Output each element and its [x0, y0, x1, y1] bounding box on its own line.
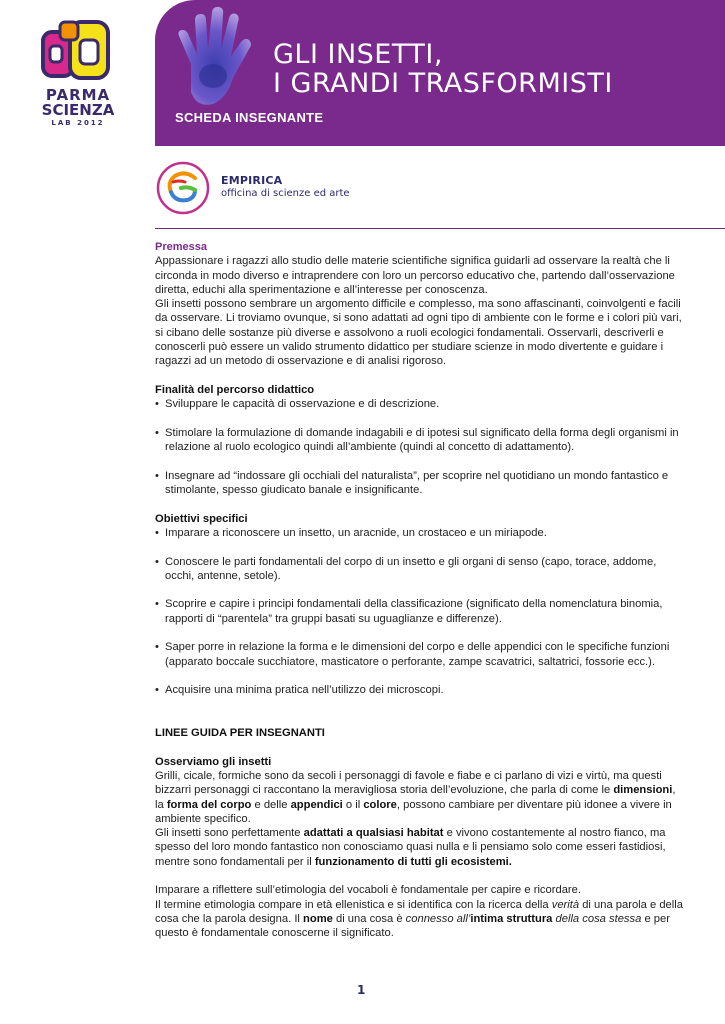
- painted-hand-icon: [169, 6, 259, 118]
- linee-guida-heading: LINEE GUIDA PER INSEGNANTI: [155, 727, 325, 740]
- page-subtitle: SCHEDA INSEGNANTE: [175, 110, 324, 125]
- bullet-icon: •: [155, 526, 159, 539]
- header-divider: [155, 228, 725, 229]
- bullet-icon: •: [155, 555, 159, 568]
- bullet-icon: •: [155, 398, 159, 411]
- obiettivi-item-text: Saper porre in relazione la forma e le dimensioni del corpo e delle appendici con le specifiche funzioni (apparato boccale succhiatore, masticatore o perforante, zampe scavatrici, saltatrici, fossorie ecc.).: [165, 641, 670, 668]
- linee-guida-paragraph-4: Il termine etimologia compare in età ellenistica e si identifica con la ricerca della verità di una parola e della cosa che la parola designa. Il nome di una cosa è connesso all’intima struttura della cosa stessa e per questo è fondamentale conoscerne il significato.: [155, 898, 683, 940]
- finalita-item-text: Insegnare ad “indossare gli occhiali del naturalista”, per scoprire nel quotidiano un mondo fantastico e stimolante, spesso giudicato banale e insignificante.: [165, 469, 669, 497]
- finalita-item-text: Stimolare la formulazione di domande indagabili e di ipotesi sul significato della forma degli organismi in relazione al ruolo ecologico quindi all’ambiente (quindi al concetto di adattamento).: [165, 426, 679, 454]
- document-body: [155, 240, 683, 941]
- bullet-icon: •: [155, 469, 159, 482]
- obiettivi-item-text: Conoscere le parti fondamentali del corpo di un insetto e gli organi di senso (capo, torace, addome, occhi, antenne, setole).: [165, 555, 657, 582]
- empirica-tagline: officina di scienze ed arte: [221, 188, 350, 199]
- obiettivi-item: [155, 555, 683, 584]
- title-line-2: I GRANDI TRASFORMISTI: [273, 68, 613, 99]
- parma-scienza-logo: [0, 0, 155, 146]
- obiettivi-item-text: Imparare a riconoscere un insetto, un aracnide, un crostaceo e un miriapode.: [165, 526, 547, 539]
- linee-guida-paragraph-2: Gli insetti sono perfettamente adattati a qualsiasi habitat e vivono costantemente al nostro fianco, ma spesso del loro mondo fantastico non conosciamo quasi nulla e li pensiamo solo come esseri fastidiosi, mentre sono fondamentali per il funzionamento di tutti gli ecosistemi.: [155, 827, 666, 868]
- empirica-name: EMPIRICA: [221, 174, 283, 187]
- obiettivi-item-text: Acquisire una minima pratica nell’utilizzo dei microscopi.: [165, 684, 444, 697]
- empirica-logo-icon: [155, 160, 211, 216]
- osserviamo-heading: Osserviamo gli insetti: [155, 755, 272, 768]
- linee-guida-paragraph-1: Grilli, cicale, formiche sono da secoli i personaggi di favole e fiabe e ci parlano di vizi e virtù, ma questi bizzarri personaggi ci raccontano la meravigliosa storia dell’evoluzione, che parla di come le dimensioni, la forma del corpo e delle appendici o il colore, possono cambiare per diventare più idonee a vivere in ambiente specifico.: [155, 769, 676, 825]
- bullet-icon: •: [155, 641, 159, 654]
- finalita-item: [155, 469, 683, 498]
- parma-scienza-wordmark: [38, 88, 118, 128]
- linee-guida-paragraph-3: Imparare a riflettere sull’etimologia del vocaboli è fondamentale per capire e ricordare.: [155, 884, 581, 897]
- obiettivi-item-text: Scoprire e capire i principi fondamentali della classificazione (significato della nomenclatura binomia, rapporti di “parentela” tra gruppi basati su uguaglianze e differenze).: [165, 598, 663, 625]
- obiettivi-item: [155, 597, 683, 626]
- finalita-item: [155, 426, 683, 455]
- logo-line-1: PARMA: [45, 86, 111, 104]
- page-number: 1: [357, 983, 366, 997]
- bullet-icon: •: [155, 684, 159, 697]
- obiettivi-heading: Obiettivi specifici: [155, 512, 248, 525]
- title-line-1: GLI INSETTI,: [273, 39, 443, 70]
- premessa-paragraph-1: Appassionare i ragazzi allo studio delle materie scientifiche significa guidarli ad osservare la realtà che li circonda in modo diverso e intraprendere con loro un percorso educativo che, partendo dall’osservazione diretta, educhi alla sperimentazione e all’interesse per conoscenza.: [155, 255, 675, 296]
- obiettivi-item: [155, 526, 683, 540]
- logo-line-3: LAB 2012: [51, 119, 105, 127]
- premessa-heading: Premessa: [155, 241, 207, 253]
- premessa-paragraph-2: Gli insetti possono sembrare un argomento difficile e complesso, ma sono affascinanti, coinvolgenti e facili da osservare. Li troviamo ovunque, si sono adattati ad ogni tipo di ambiente con le forme e i colori più vari, si cibano delle sostanze più diverse e assolvono a ruoli ecologici fondamentali. Osservarli, descriverli e conoscerli può essere un valido strumento didattico per studiare scienze in modo divertente e guidare i ragazzi ad un metodo di osservazione e di analisi rigoroso.: [155, 298, 682, 368]
- logo-line-2: SCIENZA: [41, 101, 115, 119]
- obiettivi-item: [155, 640, 683, 669]
- header-band: [155, 0, 725, 146]
- page-title: [273, 40, 613, 98]
- finalita-heading: Finalità del percorso didattico: [155, 383, 315, 396]
- finalita-item-text: Sviluppare le capacità di osservazione e di descrizione.: [165, 398, 440, 411]
- obiettivi-item: [155, 683, 683, 697]
- bullet-icon: •: [155, 426, 159, 439]
- finalita-item: [155, 397, 683, 411]
- parma-scienza-logo-icon: [40, 18, 116, 90]
- bullet-icon: •: [155, 598, 159, 611]
